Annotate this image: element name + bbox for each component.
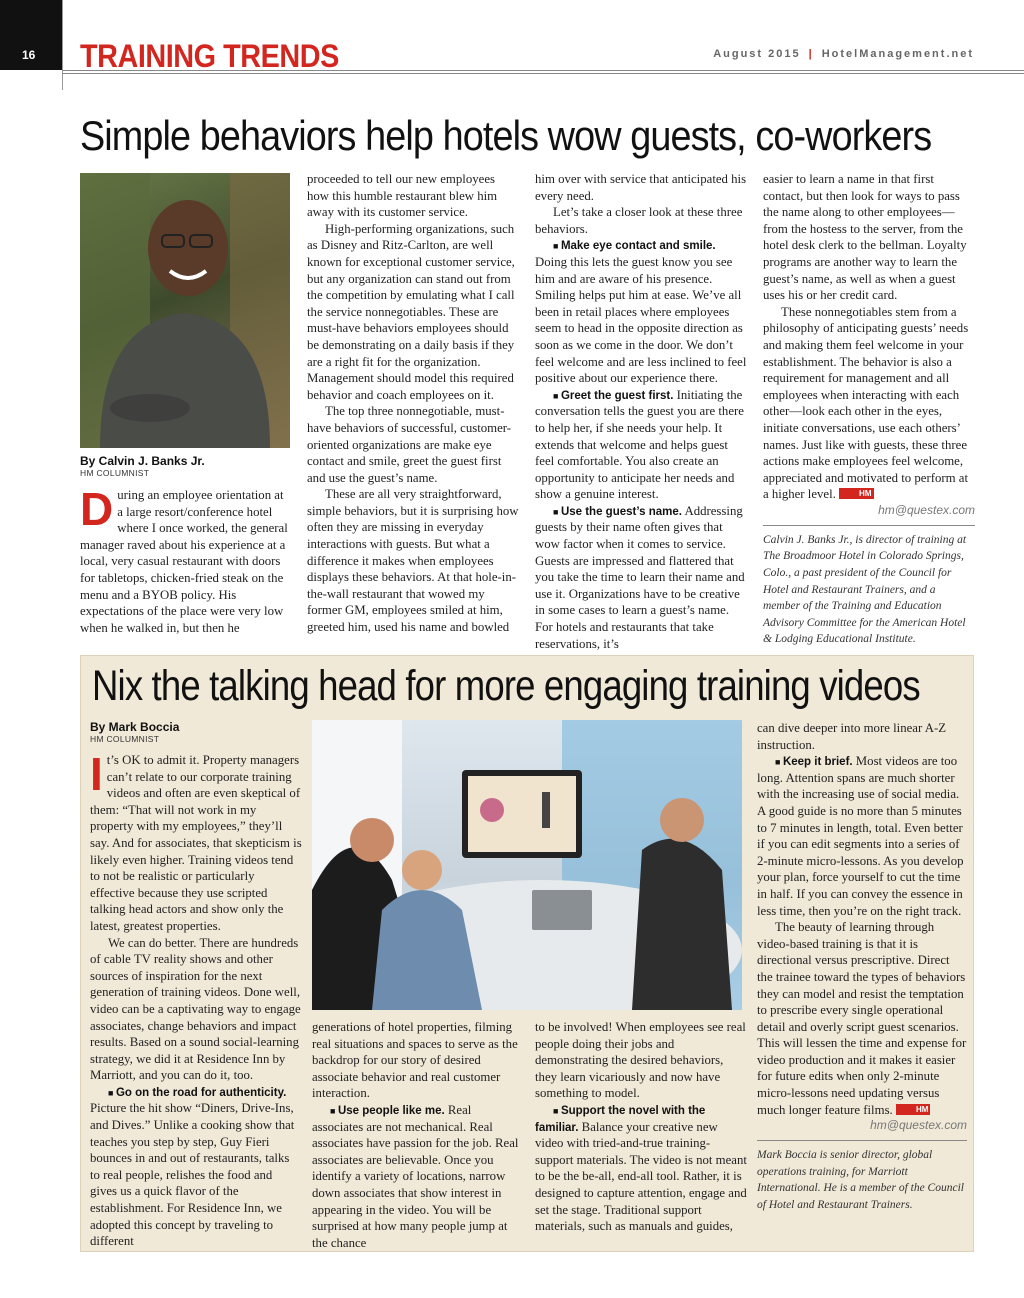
paragraph: can dive deeper into more linear A-Z instruction. [757, 721, 947, 752]
bullet-heading: ■ Greet the guest first. [553, 390, 673, 402]
bullet-text: Initiating the conversation tells the guest you are there to help her, if she needs your help. It extends that welcome and helps guest feel comfortable. You also create an opportunity to anticipate her needs and show a genuine interest. [535, 387, 744, 502]
article1-dropcap: D [80, 483, 114, 535]
article2-dropcap: I [90, 748, 103, 800]
bullet-heading: ■ Use the guest’s name. [553, 506, 682, 518]
article1-col3 [535, 171, 747, 652]
hm-end-badge: HM [839, 488, 873, 499]
author-photo-banks [80, 173, 290, 448]
bullet-text: Balance your creative new video with tried-and-true training-support materials. The video is not meant to be the be-all, end-all tool. Rather, it is designed to capture attention, engage and set the stage. Traditional support materials, such as manuals and guides, [535, 1119, 747, 1234]
bullet-text: Addressing guests by their name often gives that wow factor when it comes to service. Guests are impressed and flattered that you take the time to learn their name and use it. Organizations have to be creative in some cases to learn a guest’s name. For hotels and restaurants that take reservations, it’s [535, 503, 745, 651]
paragraph: The top three nonnegotiable, must-have behaviors of successful, customer-oriented organizations are make eye contact and smile, greet the guest first and use the guest’s name. [307, 404, 512, 485]
issue-date: August 2015 [713, 48, 801, 60]
hm-end-badge: HM [896, 1104, 930, 1115]
section-title: TRAINING TRENDS [80, 38, 339, 74]
article2-col1 [90, 748, 302, 1250]
header-rule [62, 70, 1024, 74]
author-email-link[interactable]: hm@questex.com [878, 502, 975, 517]
paragraph: The beauty of learning through video-based training is that it is directional versus prescriptive. Direct the trainee toward the types of behaviors they can model and resist the temptation to prescribe every single operational detail and overly script guest scenarios. This will lessen the time and expense for video production and it makes it easier for future edits when only 2-minute micro-lessons need updating versus much longer feature films. [757, 920, 967, 1117]
dateline: August 2015 | HotelManagement.net [713, 48, 974, 60]
bullet-heading: ■ Make eye contact and smile. [553, 240, 716, 252]
bullet-heading: ■ Go on the road for authenticity. [108, 1087, 286, 1099]
page-number: 16 [0, 0, 62, 70]
paragraph: These nonnegotiables stem from a philosophy of anticipating guests’ needs and making them feel welcome in your establishment. The behavior is also a requirement for management and all employees when interacting with each other—look each other in the eyes, initiate conversations, use each others’ names. Just like with guests, these three actions make employees feel welcome, appreciated and motivated to perform at a higher level. [763, 304, 969, 502]
article2-headline: Nix the talking head for more engaging training videos [92, 662, 920, 710]
paragraph: generations of hotel properties, filming real situations and spaces to serve as the backdrop for our story of desired associate behavior and real customer interaction. [312, 1020, 518, 1101]
author-bio: Mark Boccia is senior director, global operations training, for Marriott International. He is a member of the Council of Hotel and Restaurant Trainers. [757, 1149, 964, 1212]
paragraph: easier to learn a name in that first contact, but then look for ways to pass the name along to other employees—from the hostess to the server, from the hotel desk clerk to the bellman. Loyalty programs are another way to learn the guest’s name, as well as when a guest uses his or her credit card. [763, 172, 967, 303]
bullet-heading: ■ Keep it brief. [775, 756, 853, 768]
article1-author-tag: HM COLUMNIST [80, 468, 150, 478]
paragraph: to be involved! When employees see real people doing their jobs and demonstrating the desired behaviors, they learn vicariously and now have something to model. [535, 1020, 746, 1101]
paragraph: him over with service that anticipated his every need. [535, 172, 747, 203]
article2-col2 [312, 1019, 524, 1251]
article1-col2 [307, 171, 519, 636]
paragraph: Let’s take a closer look at these three behaviors. [535, 205, 743, 236]
paragraph: t’s OK to admit it. Property managers can’t relate to our corporate training videos and often are even skeptical of them: “That will not work in my property with my employees,” they’ll say. And for associates, that skepticism is likely even higher. Training videos tend to not be realistic or particularly effective because they use scripted talking head actors and show only the latest, greatest properties. [90, 753, 302, 933]
author-bio: Calvin J. Banks Jr., is director of training at The Broadmoor Hotel in Colorado Springs, Colo., a past president of the Council for Hotel and Restaurant Trainers, and a member of the Training and Education Advisory Committee for the American Hotel & Lodging Educational Institute. [763, 533, 967, 646]
article2-col4 [757, 720, 967, 1214]
paragraph: These are all very straightforward, simple behaviors, but it is surprising how often they are missing in everyday interactions with guests. But what a difference it makes when employees displays these behaviors. At that hole-in-the-wall restaurant that wowed my former GM, employees smiled at him, greeted him, used his name and bowled [307, 487, 519, 635]
bullet-text: Picture the hit show “Diners, Drive-Ins, and Dives.” Unlike a cooking show that teaches you step by step, Guy Fieri bounces in and out of restaurants, talks to real people, relishes the food and gives us a quick flavor of the establishment. For Residence Inn, we adopted this concept by traveling to different [90, 1101, 295, 1249]
paragraph: We can do better. There are hundreds of cable TV reality shows and other sources of inspiration for the next generation of training videos. Done well, video can be a captivating way to engage associates, change behaviors and impact results. Based on a sound social-learning strategy, we did it at Residence Inn by Marriott, and you can do it, too. [90, 935, 301, 1083]
article2-col3 [535, 1019, 747, 1235]
article1-col1 [80, 483, 292, 636]
site-link[interactable]: HotelManagement.net [821, 48, 974, 60]
article2-author-tag: HM COLUMNIST [90, 734, 160, 744]
bullet-text: Most videos are too long. Attention spans are much shorter with the increasing use of social media. A good guide is no more than 5 minutes to 7 minutes in length, total. Even better if you can edit segments into a series of 2-minute micro-lessons. As you develop your plan, force yourself to cut the time in half. If you can convey the essence in less time, then you’re on the right track. [757, 754, 964, 918]
header-divider [62, 0, 63, 90]
article1-col1-text: uring an employee orientation at a large resort/conference hotel where I once worked, the general manager raved about his experience at a local, very casual restaurant with doors for tabletops, chicken-fried steak on the menu and a BYOB policy. His expectations of the place were very low when he walked in, but then he [80, 488, 288, 635]
author-email-link[interactable]: hm@questex.com [870, 1118, 967, 1133]
article1-col4 [763, 171, 975, 648]
paragraph: High-performing organizations, such as Disney and Ritz-Carlton, are well known for exceptional customer service, but any organization can stand out from the competition by emulating what I call the service nonnegotiables. These are must-have behaviors employees should be demonstrating on a daily basis if they are a right fit for the organization. Management should model this required behavior and coach employees on it. [307, 221, 515, 402]
article2-byline: By Mark Boccia [90, 720, 180, 734]
bullet-heading: ■ Use people like me. [330, 1105, 445, 1117]
article1-headline: Simple behaviors help hotels wow guests, co-workers [80, 112, 932, 159]
bullet-text: Real associates are not mechanical. Real associates have passion for the job. Real associates are believable. Once you identify a variety of locations, narrow down associates that show interest in appearing in the video. You will be surprised at how many people jump at the chance [312, 1102, 519, 1250]
article1-byline: By Calvin J. Banks Jr. [80, 454, 205, 468]
meeting-photo [312, 720, 742, 1010]
bullet-text: Doing this lets the guest know you see him and are aware of his presence. Smiling helps put him at ease. We’ve all been in retail places where employees seem to head in the opposite direction as soon as we come in the door. We don’t feel welcome and are less inclined to feel positive about our experience there. [535, 254, 747, 386]
paragraph: proceeded to tell our new employees how this humble restaurant blew him away with its customer service. [307, 172, 498, 220]
bullet-heading: ■ Support the novel with the familiar. [535, 1105, 705, 1134]
